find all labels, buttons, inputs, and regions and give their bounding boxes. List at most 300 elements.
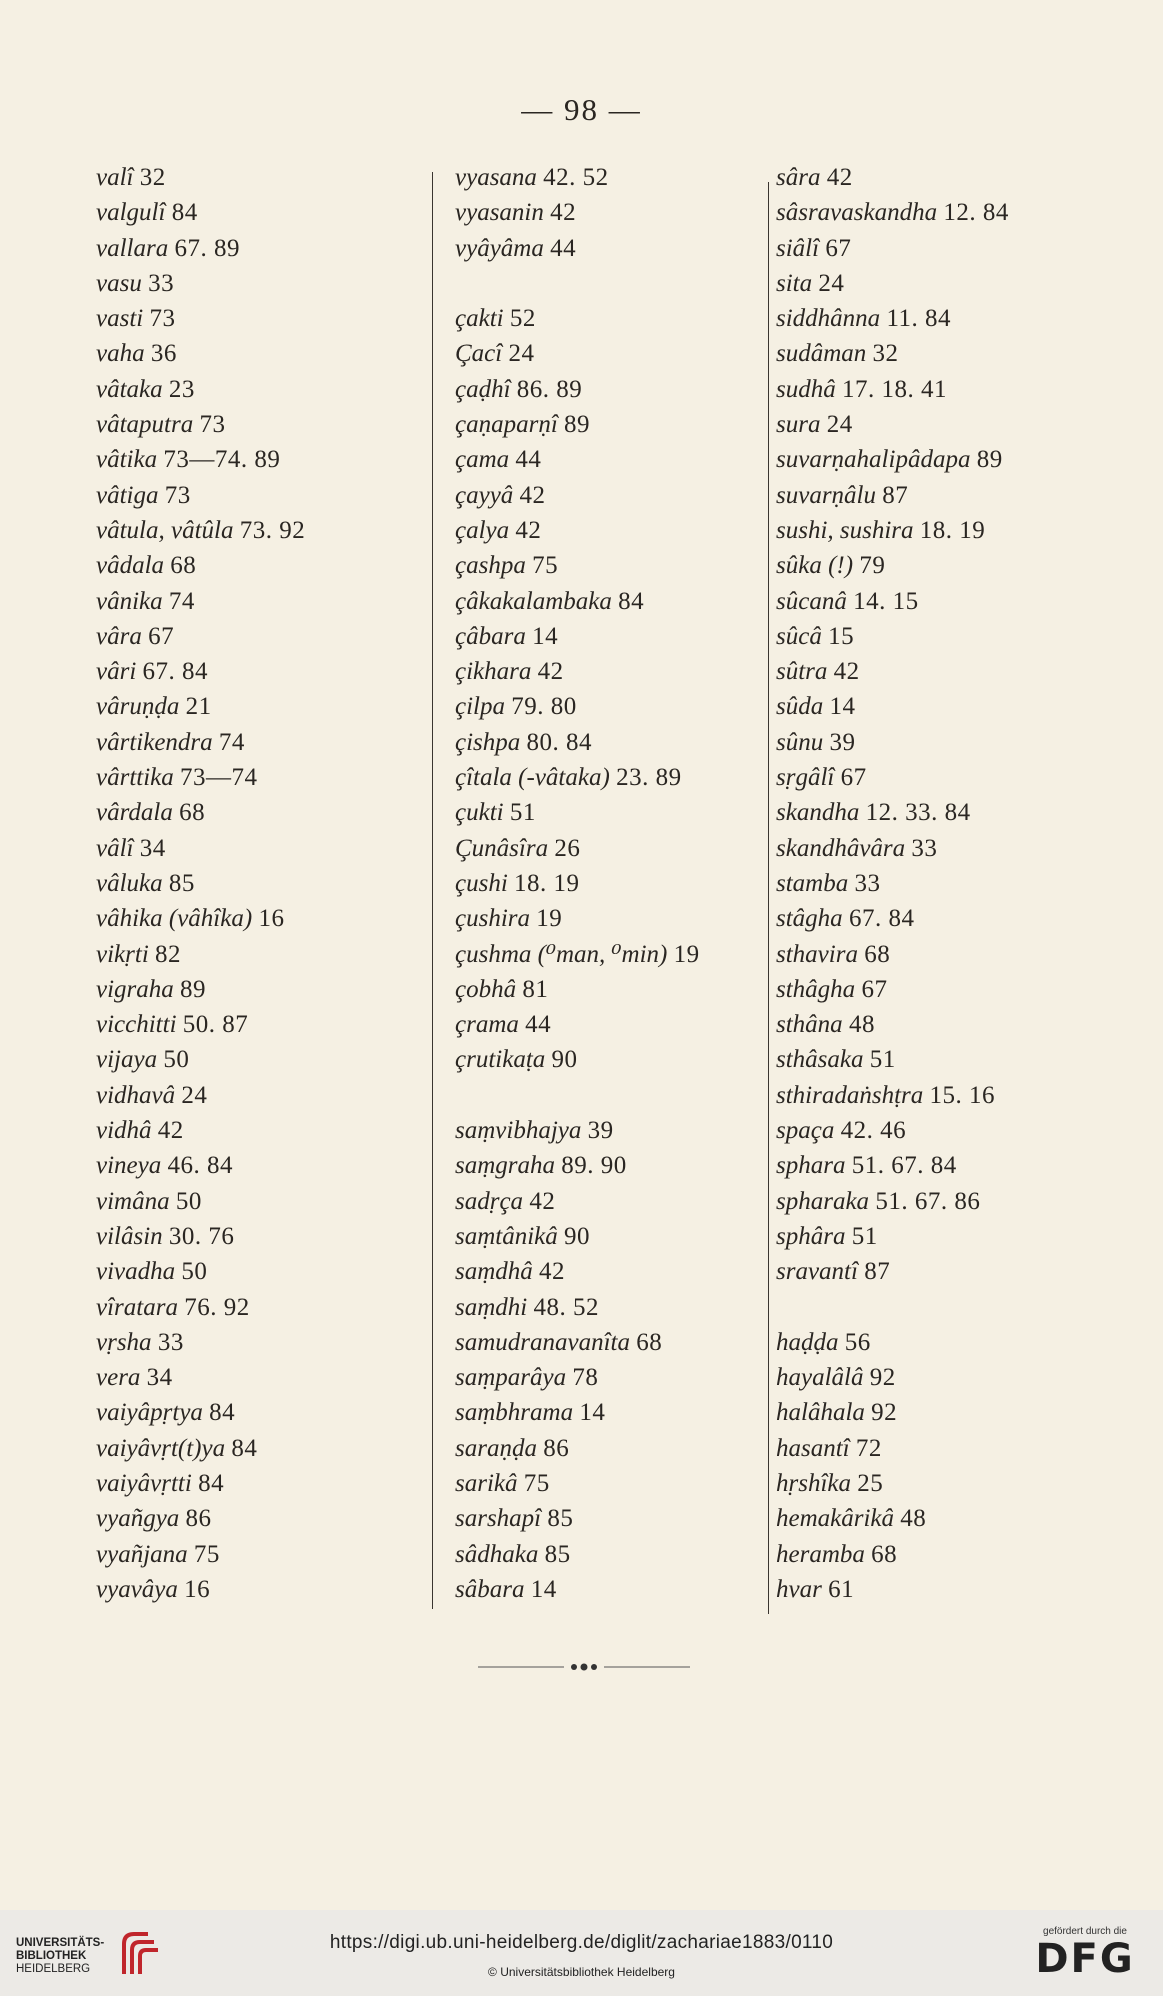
index-entry [96, 442, 396, 477]
index-term: vâtika [96, 446, 158, 474]
viewer-footer [0, 1910, 1163, 1996]
index-entry [776, 689, 1106, 724]
index-term: siddhânna [776, 305, 881, 333]
end-ornament [478, 1662, 690, 1672]
page-references: 80. 84 [526, 728, 593, 756]
page-references: 75 [523, 1469, 550, 1497]
page-references: 79 [859, 552, 886, 580]
page-references: 50 [163, 1046, 190, 1074]
page-references: 68 [864, 940, 891, 968]
index-term: hṛshîka [776, 1469, 851, 1497]
index-term: saṃvibhajya [455, 1117, 582, 1145]
page-references: 42 [515, 516, 542, 544]
index-term: çalya [455, 516, 510, 544]
section-gap [776, 1290, 1106, 1325]
index-entry [455, 1219, 775, 1254]
page-references: 84 [171, 199, 198, 227]
index-term: vyasanin [455, 199, 544, 227]
index-term: çishpa [455, 728, 521, 756]
page-references: 14 [579, 1399, 606, 1427]
index-column-2 [455, 160, 775, 1607]
index-term: vâluka [96, 869, 163, 897]
index-term: saṃtânikâ [455, 1222, 558, 1250]
index-term: vasu [96, 269, 142, 297]
index-entry [455, 760, 775, 795]
page-references: 19 [536, 905, 563, 933]
page-references: 11. 84 [886, 305, 952, 333]
index-entry [455, 1184, 775, 1219]
page-references: 24 [826, 411, 853, 439]
index-term: sṛgâlî [776, 764, 835, 792]
index-entry [96, 1078, 396, 1113]
index-entry [96, 1290, 396, 1325]
page-references: 50 [175, 1187, 202, 1215]
page-references: 19 [673, 940, 700, 968]
page-references: 42 [826, 164, 853, 191]
page-references: 42 [537, 658, 564, 686]
index-term: suvarṇahalipâdapa [776, 446, 971, 474]
page-references: 67. 84 [142, 658, 209, 686]
index-entry [455, 478, 775, 513]
page-references: 30. 76 [168, 1222, 235, 1250]
page-references: 75 [532, 552, 559, 580]
index-term: vârttika [96, 764, 174, 792]
page-references: 81 [522, 975, 549, 1003]
index-entry [96, 336, 396, 371]
index-term: vilâsin [96, 1222, 163, 1250]
page-references: 68 [871, 1540, 898, 1568]
page-references: 42 [833, 658, 860, 686]
page-references: 51. 67. 86 [875, 1187, 981, 1215]
index-entry [455, 689, 775, 724]
page-references: 34 [146, 1364, 173, 1392]
index-entry [455, 301, 775, 336]
page-references: 52 [509, 305, 536, 333]
index-term: sthâna [776, 1011, 843, 1039]
index-term: hemakârikâ [776, 1505, 895, 1533]
page-references: 73—74 [180, 764, 258, 792]
index-term: vasti [96, 305, 144, 333]
index-entry [455, 336, 775, 371]
index-entry [96, 725, 396, 760]
index-entry [776, 1431, 1106, 1466]
index-entry [96, 795, 396, 830]
index-entry [776, 1360, 1106, 1395]
index-term: vaha [96, 340, 145, 368]
index-entry [776, 866, 1106, 901]
index-term: sthâsaka [776, 1046, 864, 1074]
index-term: çâkakalambaka [455, 587, 612, 615]
index-entry [96, 1148, 396, 1183]
page-references: 24 [508, 340, 535, 368]
page-references: 50 [181, 1258, 208, 1286]
page-references: 92 [871, 1399, 898, 1427]
index-entry [96, 584, 396, 619]
page-references: 85 [547, 1505, 574, 1533]
index-term: vigraha [96, 975, 174, 1003]
index-entry [776, 1325, 1106, 1360]
index-entry [455, 866, 775, 901]
page-references: 15 [828, 622, 855, 650]
index-term: vânika [96, 587, 163, 615]
index-term: spaça [776, 1117, 835, 1145]
index-entry [455, 1254, 775, 1289]
index-entry [96, 1325, 396, 1360]
page-references: 75 [193, 1540, 220, 1568]
index-entry [776, 619, 1106, 654]
index-term: hvar [776, 1575, 822, 1603]
page-references: 51 [509, 799, 536, 827]
page-references: 39 [829, 728, 856, 756]
page-references: 42 [539, 1258, 566, 1286]
index-term: vaiyâvṛtti [96, 1469, 192, 1497]
page-references: 73 [199, 411, 226, 439]
index-entry [96, 195, 396, 230]
index-entry [455, 1325, 775, 1360]
page-references: 18. 19 [514, 869, 580, 897]
page-references: 86 [543, 1434, 570, 1462]
page-references: 67. 84 [848, 905, 915, 933]
index-entry [776, 725, 1106, 760]
index-term: vâdala [96, 552, 165, 580]
index-term: saṃbhrama [455, 1399, 574, 1427]
index-entry [455, 1148, 775, 1183]
page-references: 14. 15 [853, 587, 919, 615]
page-references: 72 [855, 1434, 882, 1462]
index-entry [96, 1501, 396, 1536]
index-entry [96, 1360, 396, 1395]
index-entry [776, 795, 1106, 830]
page-references: 42 [157, 1117, 184, 1145]
index-entry [455, 195, 775, 230]
index-term: çrama [455, 1011, 519, 1039]
page-references: 32 [139, 164, 166, 191]
index-term: sûka (!) [776, 552, 854, 580]
index-entry [96, 831, 396, 866]
index-entry [455, 725, 775, 760]
index-entry [96, 1113, 396, 1148]
index-entry [96, 866, 396, 901]
index-entry [776, 231, 1106, 266]
index-entry [455, 513, 775, 548]
index-term: vijaya [96, 1046, 158, 1074]
page-references: 68 [636, 1328, 663, 1356]
page-references: 73 [164, 481, 191, 509]
page-references: 44 [515, 446, 542, 474]
page-references: 67 [861, 975, 888, 1003]
page-references: 42. 46 [840, 1117, 907, 1145]
page-references: 74 [218, 728, 245, 756]
index-term: vallara [96, 234, 169, 262]
page-references: 89 [564, 411, 591, 439]
index-entry [96, 372, 396, 407]
index-entry [776, 1572, 1106, 1607]
index-entry [455, 160, 775, 195]
page-references: 32 [872, 340, 899, 368]
index-entry [96, 901, 396, 936]
index-entry [776, 972, 1106, 1007]
index-term: vyâyâma [455, 234, 544, 262]
index-entry [776, 1501, 1106, 1536]
index-term: siâlî [776, 234, 820, 262]
page-references: 15. 16 [929, 1081, 996, 1109]
index-entry [455, 937, 775, 972]
page-references: 42 [519, 481, 546, 509]
index-term: çakti [455, 305, 504, 333]
index-term: stâgha [776, 905, 843, 933]
page-references: 16 [184, 1575, 211, 1603]
index-term: sâra [776, 164, 821, 191]
page-references: 14 [532, 622, 559, 650]
index-term: sphara [776, 1152, 846, 1180]
index-term: vâtiga [96, 481, 159, 509]
page-references: 84 [198, 1469, 225, 1497]
index-entry [776, 372, 1106, 407]
index-entry [776, 901, 1106, 936]
index-term: çashpa [455, 552, 526, 580]
index-entry [455, 654, 775, 689]
index-entry [96, 1431, 396, 1466]
index-term: vikṛti [96, 940, 149, 968]
index-entry [776, 1184, 1106, 1219]
page-references: 23. 89 [616, 764, 682, 792]
index-term: hayalâlâ [776, 1364, 864, 1392]
index-entry [776, 1148, 1106, 1183]
index-term: sphâra [776, 1222, 846, 1250]
index-entry [455, 1360, 775, 1395]
page-references: 84 [209, 1399, 236, 1427]
index-term: spharaka [776, 1187, 870, 1215]
index-term: skandhâvâra [776, 834, 906, 862]
page-references: 89 [976, 446, 1003, 474]
index-term: sâdhaka [455, 1540, 539, 1568]
index-term: vidhavâ [96, 1081, 176, 1109]
index-term: sthavira [776, 940, 858, 968]
index-term: çama [455, 446, 510, 474]
index-term: sûnu [776, 728, 824, 756]
index-entry [455, 1290, 775, 1325]
index-entry [776, 195, 1106, 230]
page-references: 87 [864, 1258, 891, 1286]
index-term: vâhika (vâhîka) [96, 905, 253, 933]
page-references: 90 [551, 1046, 578, 1074]
index-entry [96, 1184, 396, 1219]
index-term: sûtra [776, 658, 828, 686]
page-references: 89. 90 [561, 1152, 627, 1180]
index-entry [776, 1219, 1106, 1254]
page-references: 18. 19 [919, 516, 986, 544]
page-references: 61 [828, 1575, 855, 1603]
index-term: vâruṇḍa [96, 693, 180, 721]
index-term: vyavâya [96, 1575, 178, 1603]
index-term: sthiradaṅshṭra [776, 1081, 924, 1109]
page-references: 34 [139, 834, 166, 862]
index-entry [455, 831, 775, 866]
index-entry [96, 231, 396, 266]
index-entry [455, 1042, 775, 1077]
index-term: saṃdhi [455, 1293, 528, 1321]
index-term: vyañgya [96, 1505, 180, 1533]
index-term: sthâgha [776, 975, 856, 1003]
index-entry [455, 795, 775, 830]
index-entry [96, 619, 396, 654]
index-term: vîratara [96, 1293, 178, 1321]
index-term: samudranavanîta [455, 1328, 630, 1356]
index-term: sâbara [455, 1575, 525, 1603]
index-term: skandha [776, 799, 860, 827]
index-entry [455, 1537, 775, 1572]
index-term: sravantî [776, 1258, 858, 1286]
index-term: saṃparâya [455, 1364, 567, 1392]
funded-by-label: gefördert durch die [1043, 1926, 1127, 1937]
index-entry [776, 1078, 1106, 1113]
index-entry [776, 831, 1106, 866]
index-entry [776, 407, 1106, 442]
index-term: vaiyâvṛt(t)ya [96, 1434, 226, 1462]
page-references: 67 [840, 764, 867, 792]
index-term: heramba [776, 1540, 865, 1568]
section-gap [455, 266, 775, 301]
index-entry [96, 407, 396, 442]
index-entry [96, 972, 396, 1007]
index-term: sarshapî [455, 1505, 542, 1533]
page-references: 26 [554, 834, 581, 862]
index-term: hasantî [776, 1434, 850, 1462]
index-entry [455, 584, 775, 619]
page-references: 33 [157, 1328, 184, 1356]
index-term: sura [776, 411, 821, 439]
index-entry [96, 654, 396, 689]
index-entry [776, 654, 1106, 689]
index-term: valgulî [96, 199, 166, 227]
page-references: 68 [179, 799, 206, 827]
page-references: 24 [181, 1081, 208, 1109]
index-entry [455, 231, 775, 266]
page-references: 23 [168, 375, 195, 403]
index-entry [96, 266, 396, 301]
index-entry [96, 1042, 396, 1077]
page-references: 67 [148, 622, 175, 650]
index-entry [776, 1466, 1106, 1501]
index-entry [455, 1431, 775, 1466]
index-term: vineya [96, 1152, 162, 1180]
index-entry [776, 336, 1106, 371]
page-references: 67. 89 [174, 234, 240, 262]
page-references: 39 [587, 1117, 614, 1145]
index-term: sûcanâ [776, 587, 847, 615]
index-entry [776, 1007, 1106, 1042]
index-entry [776, 478, 1106, 513]
page-references: 36 [150, 340, 177, 368]
page-references: 44 [525, 1011, 552, 1039]
index-term: vâri [96, 658, 137, 686]
dfg-logo [1025, 1926, 1145, 1986]
library-name-line: BIBLIOTHEK [16, 1950, 87, 1962]
index-term: çilpa [455, 693, 505, 721]
index-term: vâtaputra [96, 411, 194, 439]
page-references: 25 [857, 1469, 884, 1497]
index-entry [96, 548, 396, 583]
column-rule-left [432, 172, 433, 1609]
index-term: vivadha [96, 1258, 176, 1286]
index-term: sâsravaskandha [776, 199, 938, 227]
dfg-wordmark: DFG [1035, 1936, 1135, 1982]
index-term: çayyâ [455, 481, 514, 509]
index-entry [96, 513, 396, 548]
index-entry [776, 160, 1106, 195]
index-entry [455, 1113, 775, 1148]
page-references: 68 [170, 552, 197, 580]
page-references: 56 [844, 1328, 871, 1356]
index-term: halâhala [776, 1399, 865, 1427]
index-term: çaḍhî [455, 375, 511, 403]
index-term: çukti [455, 799, 504, 827]
page-references: 33 [854, 869, 881, 897]
index-entry [455, 1007, 775, 1042]
page-references: 33 [911, 834, 938, 862]
page-references: 84 [231, 1434, 258, 1462]
index-term: valî [96, 164, 134, 191]
index-entry [776, 1537, 1106, 1572]
index-entry [96, 160, 396, 195]
index-entry [455, 619, 775, 654]
page-references: 51 [851, 1222, 878, 1250]
index-term: çobhâ [455, 975, 517, 1003]
index-term: Çunâsîra [455, 834, 549, 862]
page-references: 73—74. 89 [163, 446, 281, 474]
page-references: 76. 92 [184, 1293, 250, 1321]
page-references: 79. 80 [511, 693, 577, 721]
page-references: 78 [572, 1364, 599, 1392]
index-term: suvarṇâlu [776, 481, 876, 509]
page-references: 74 [168, 587, 195, 615]
index-term: çaṇaparṇî [455, 411, 558, 439]
index-entry [96, 1219, 396, 1254]
index-term: vimâna [96, 1187, 170, 1215]
index-term: çushi [455, 869, 508, 897]
index-term: vârtikendra [96, 728, 213, 756]
page-references: 87 [882, 481, 909, 509]
index-term: vṛsha [96, 1328, 152, 1356]
page-references: 86 [185, 1505, 212, 1533]
index-term: çîtala (-vâtaka) [455, 764, 610, 792]
library-name-line: UNIVERSITÄTS- [16, 1937, 105, 1949]
index-term: vârdala [96, 799, 173, 827]
page-references: 16 [258, 905, 285, 933]
page-references: 92 [869, 1364, 896, 1392]
page-references: 48 [848, 1011, 875, 1039]
page-references: 14 [530, 1575, 557, 1603]
index-entry [455, 972, 775, 1007]
index-entry [96, 1254, 396, 1289]
permalink-url[interactable]: https://digi.ub.uni-heidelberg.de/diglit/zachariae1883/0110 [329, 1932, 834, 1953]
index-term: çrutikaṭa [455, 1046, 546, 1074]
index-entry [776, 266, 1106, 301]
page-references: 85 [168, 869, 195, 897]
index-term: çushma (⁰man, ⁰min) [455, 940, 668, 968]
index-term: vâlî [96, 834, 134, 862]
index-entry [776, 513, 1106, 548]
index-term: stamba [776, 869, 849, 897]
index-term: vicchitti [96, 1011, 177, 1039]
column-rule-right [768, 182, 769, 1614]
index-term: sudâman [776, 340, 867, 368]
index-entry [96, 301, 396, 336]
page-references: 24 [818, 269, 845, 297]
index-term: sarikâ [455, 1469, 518, 1497]
page-references: 42. 52 [543, 164, 609, 191]
index-entry [96, 1007, 396, 1042]
